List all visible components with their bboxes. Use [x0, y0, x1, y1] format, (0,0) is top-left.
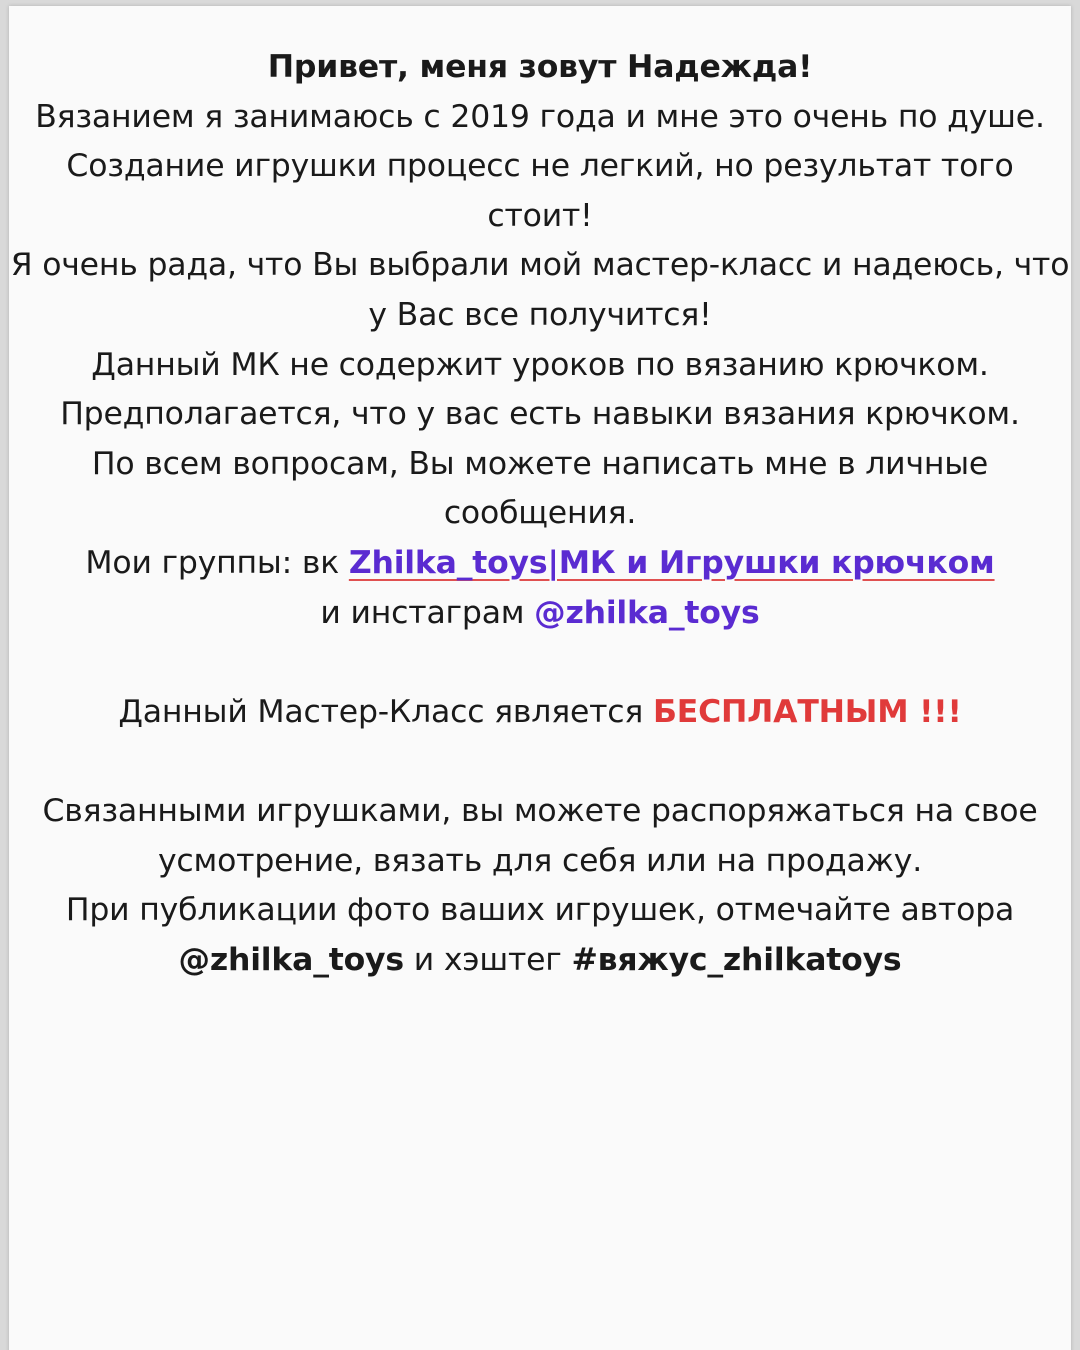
- vk-group-link[interactable]: Zhilka_toys|МК и Игрушки крючком: [348, 544, 995, 581]
- questions-paragraph: По всем вопросам, Вы можете написать мне в личные сообщения.: [91, 445, 989, 532]
- handles-line: [9, 936, 1071, 986]
- publication-paragraph: При публикации фото ваших игрушек, отмечайте автора: [65, 892, 1015, 929]
- intro-paragraph: Вязанием я занимаюсь с 2019 года и мне это очень по душе. Создание игрушки процесс не легкий, но результат того стоит!: [35, 98, 1045, 234]
- greeting-title: Привет, меня зовут Надежда!: [267, 49, 813, 85]
- usage-paragraph: Связанными игрушками, вы можете распоряжаться на свое усмотрение, вязать для себя или на продажу.: [42, 792, 1038, 879]
- groups-prefix: Мои группы: вк: [85, 544, 349, 581]
- glad-paragraph: Я очень рада, что Вы выбрали мой мастер-класс и надеюсь, что у Вас все получится!: [10, 247, 1070, 333]
- free-prefix: Данный Мастер-Класс является: [118, 693, 653, 730]
- instagram-link[interactable]: @zhilka_toys: [534, 594, 760, 631]
- groups-line: [9, 539, 1071, 589]
- hashtag: #вяжус_zhilkatoys: [571, 941, 902, 978]
- hashtag-prefix: и хэштег: [403, 941, 572, 978]
- spacer: [9, 737, 1071, 787]
- no-lessons-paragraph: Данный МК не содержит уроков по вязанию крючком.: [91, 346, 989, 383]
- document-page: [9, 6, 1071, 1350]
- skills-paragraph: Предполагается, что у вас есть навыки вязания крючком.: [60, 396, 1020, 433]
- document-content: [9, 43, 1071, 985]
- free-label: БЕСПЛАТНЫМ !!!: [652, 693, 962, 730]
- instagram-prefix: и инстаграм: [320, 594, 535, 631]
- spacer: [9, 638, 1071, 688]
- instagram-line: [9, 589, 1071, 639]
- free-line: [9, 688, 1071, 738]
- author-handle: @zhilka_toys: [178, 941, 404, 978]
